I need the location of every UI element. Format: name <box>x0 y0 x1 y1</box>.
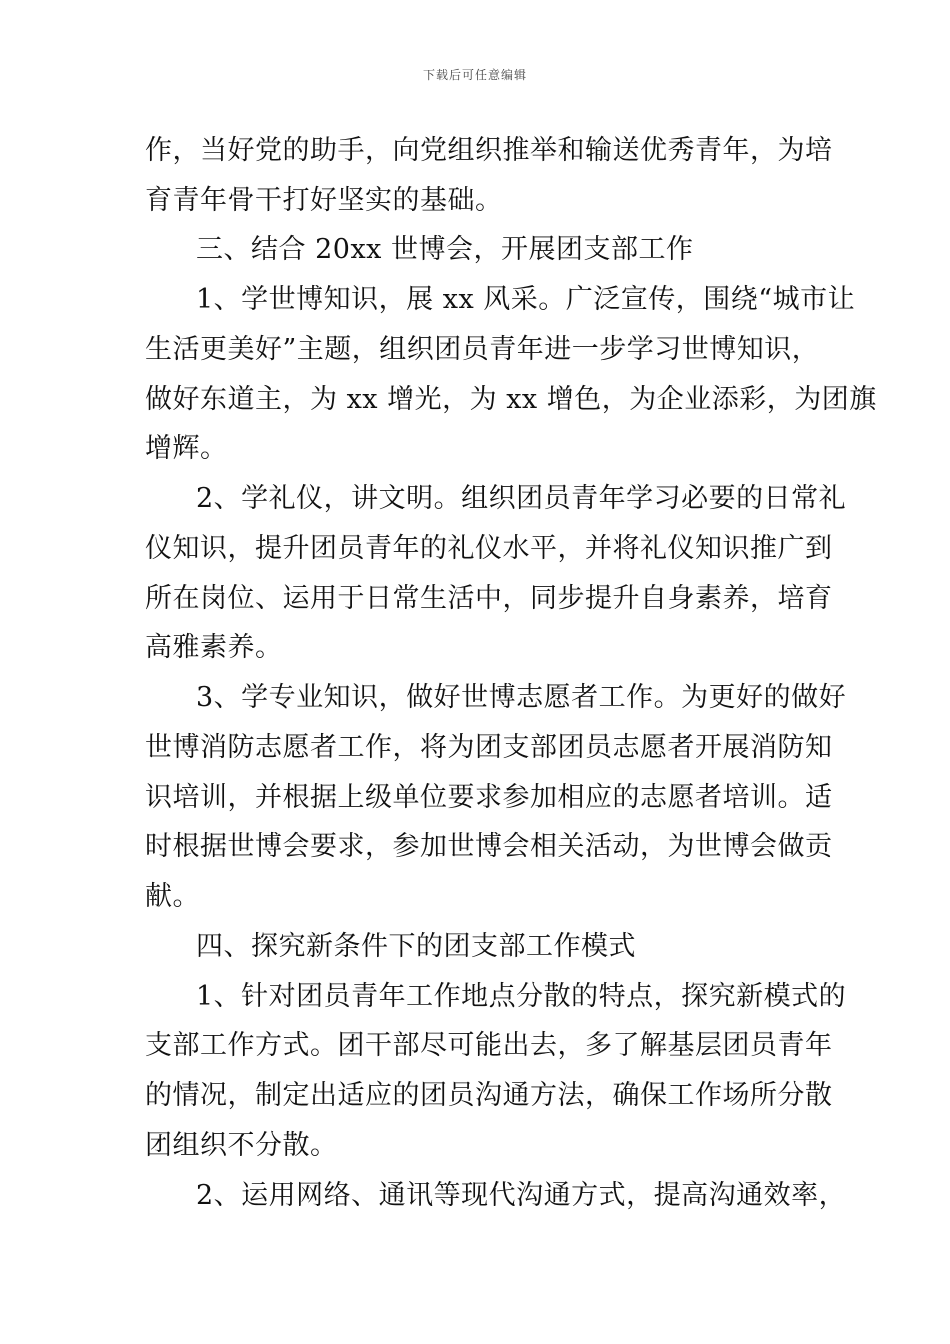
body-line-9: 仪知识，提升团员青年的礼仪水平，并将礼仪知识推广到 <box>145 533 833 564</box>
body-line-21: 团组织不分散。 <box>145 1130 338 1161</box>
body-line-7: 增辉。 <box>145 433 228 464</box>
body-line-16: 献。 <box>145 881 200 912</box>
page-header: 下载后可任意编辑 <box>422 68 527 82</box>
body-line-14: 识培训，并根据上级单位要求参加相应的志愿者培训。适 <box>145 782 833 813</box>
body-line-19: 支部工作方式。团干部尽可能出去，多了解基层团员青年 <box>145 1030 833 1061</box>
body-line-10: 所在岗位、运用于日常生活中，同步提升自身素养，培育 <box>145 583 833 614</box>
section-heading-4: 四、探究新条件下的团支部工作模式 <box>196 931 636 962</box>
body-line-2: 育青年骨干打好坚实的基础。 <box>145 185 503 216</box>
body-line-13: 世博消防志愿者工作，将为团支部团员志愿者开展消防知 <box>145 732 833 763</box>
body-line-4: 1、学世博知识，展 xx 风采。广泛宣传，围绕“城市让 <box>196 284 856 315</box>
body-line-6: 做好东道主，为 xx 增光，为 xx 增色，为企业添彩，为团旗 <box>145 384 877 415</box>
body-line-5: 生活更美好”主题，组织团员青年进一步学习世博知识， <box>145 334 820 365</box>
section-heading-3: 三、结合 20xx 世博会，开展团支部工作 <box>196 234 694 265</box>
body-line-8: 2、学礼仪，讲文明。组织团员青年学习必要的日常礼 <box>196 483 847 514</box>
body-line-12: 3、学专业知识，做好世博志愿者工作。为更好的做好 <box>196 682 847 713</box>
body-line-11: 高雅素养。 <box>145 632 283 663</box>
body-line-22: 2、运用网络、通讯等现代沟通方式，提高沟通效率， <box>196 1180 847 1211</box>
body-line-18: 1、针对团员青年工作地点分散的特点，探究新模式的 <box>196 981 847 1012</box>
body-line-1: 作，当好党的助手，向党组织推举和输送优秀青年，为培 <box>145 135 833 166</box>
body-line-15: 时根据世博会要求，参加世博会相关活动，为世博会做贡 <box>145 831 833 862</box>
body-line-20: 的情况，制定出适应的团员沟通方法，确保工作场所分散 <box>145 1080 833 1111</box>
